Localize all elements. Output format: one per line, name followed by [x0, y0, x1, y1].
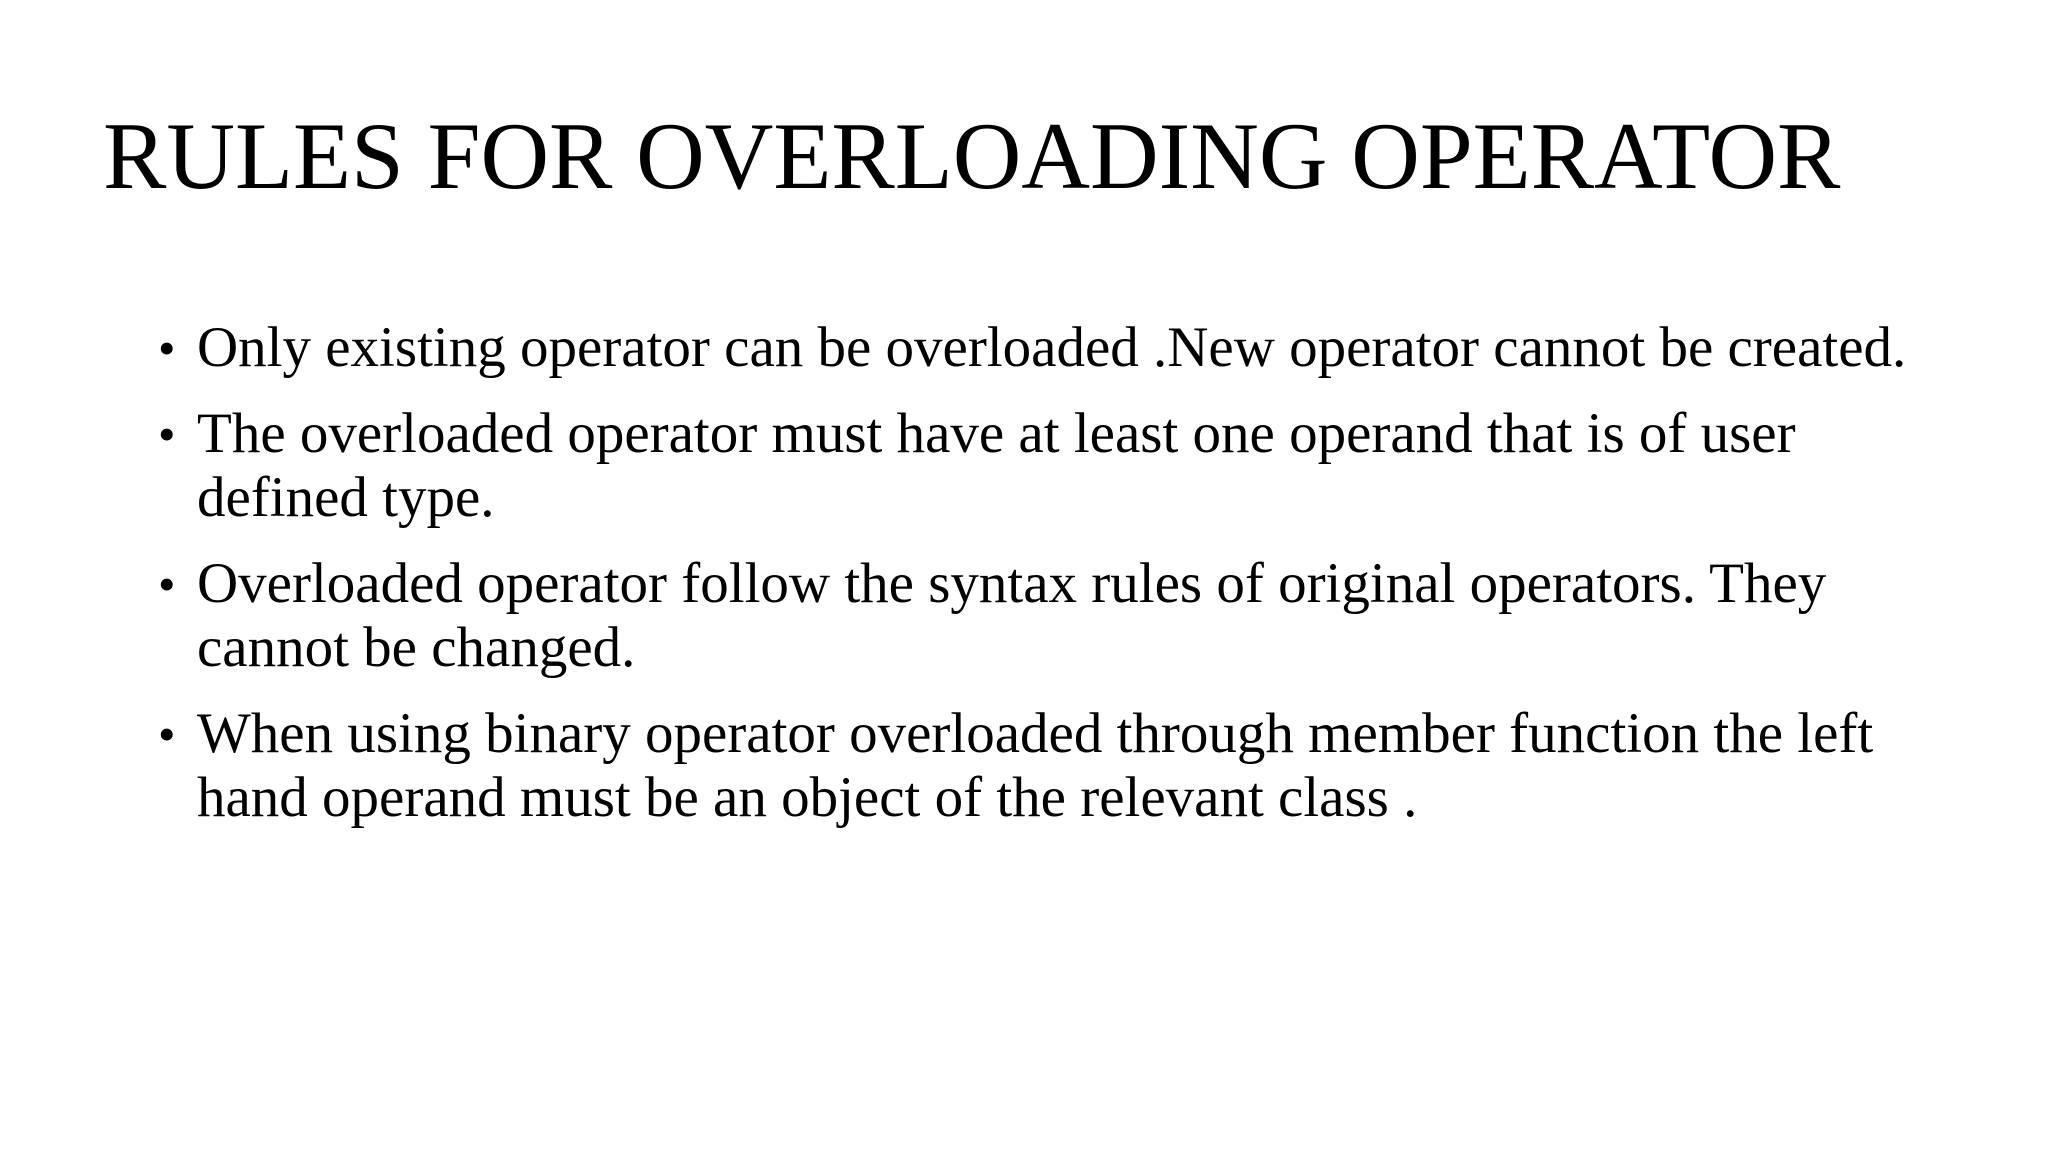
bullet-text: When using binary operator overloaded through member function the left hand operand must be an object of the relevant class . [197, 702, 1874, 829]
bullet-marker: • [158, 556, 176, 612]
bullet-marker: • [158, 320, 176, 376]
bullet-marker: • [158, 406, 176, 462]
bullet-text: Only existing operator can be overloaded .New operator cannot be created. [197, 316, 1907, 379]
bullet-text: Overloaded operator follow the syntax rules of original operators. They cannot be changed. [197, 552, 1827, 679]
bullet-item [158, 402, 1918, 530]
slide-title: RULES FOR OVERLOADING OPERATOR [103, 103, 1841, 209]
bullet-item [158, 316, 1918, 380]
bullet-item [158, 552, 1918, 680]
bullet-item [158, 702, 1918, 830]
bullet-text: The overloaded operator must have at least one operand that is of user defined type. [197, 402, 1796, 529]
bullet-list [158, 316, 1918, 852]
bullet-marker: • [158, 706, 176, 762]
